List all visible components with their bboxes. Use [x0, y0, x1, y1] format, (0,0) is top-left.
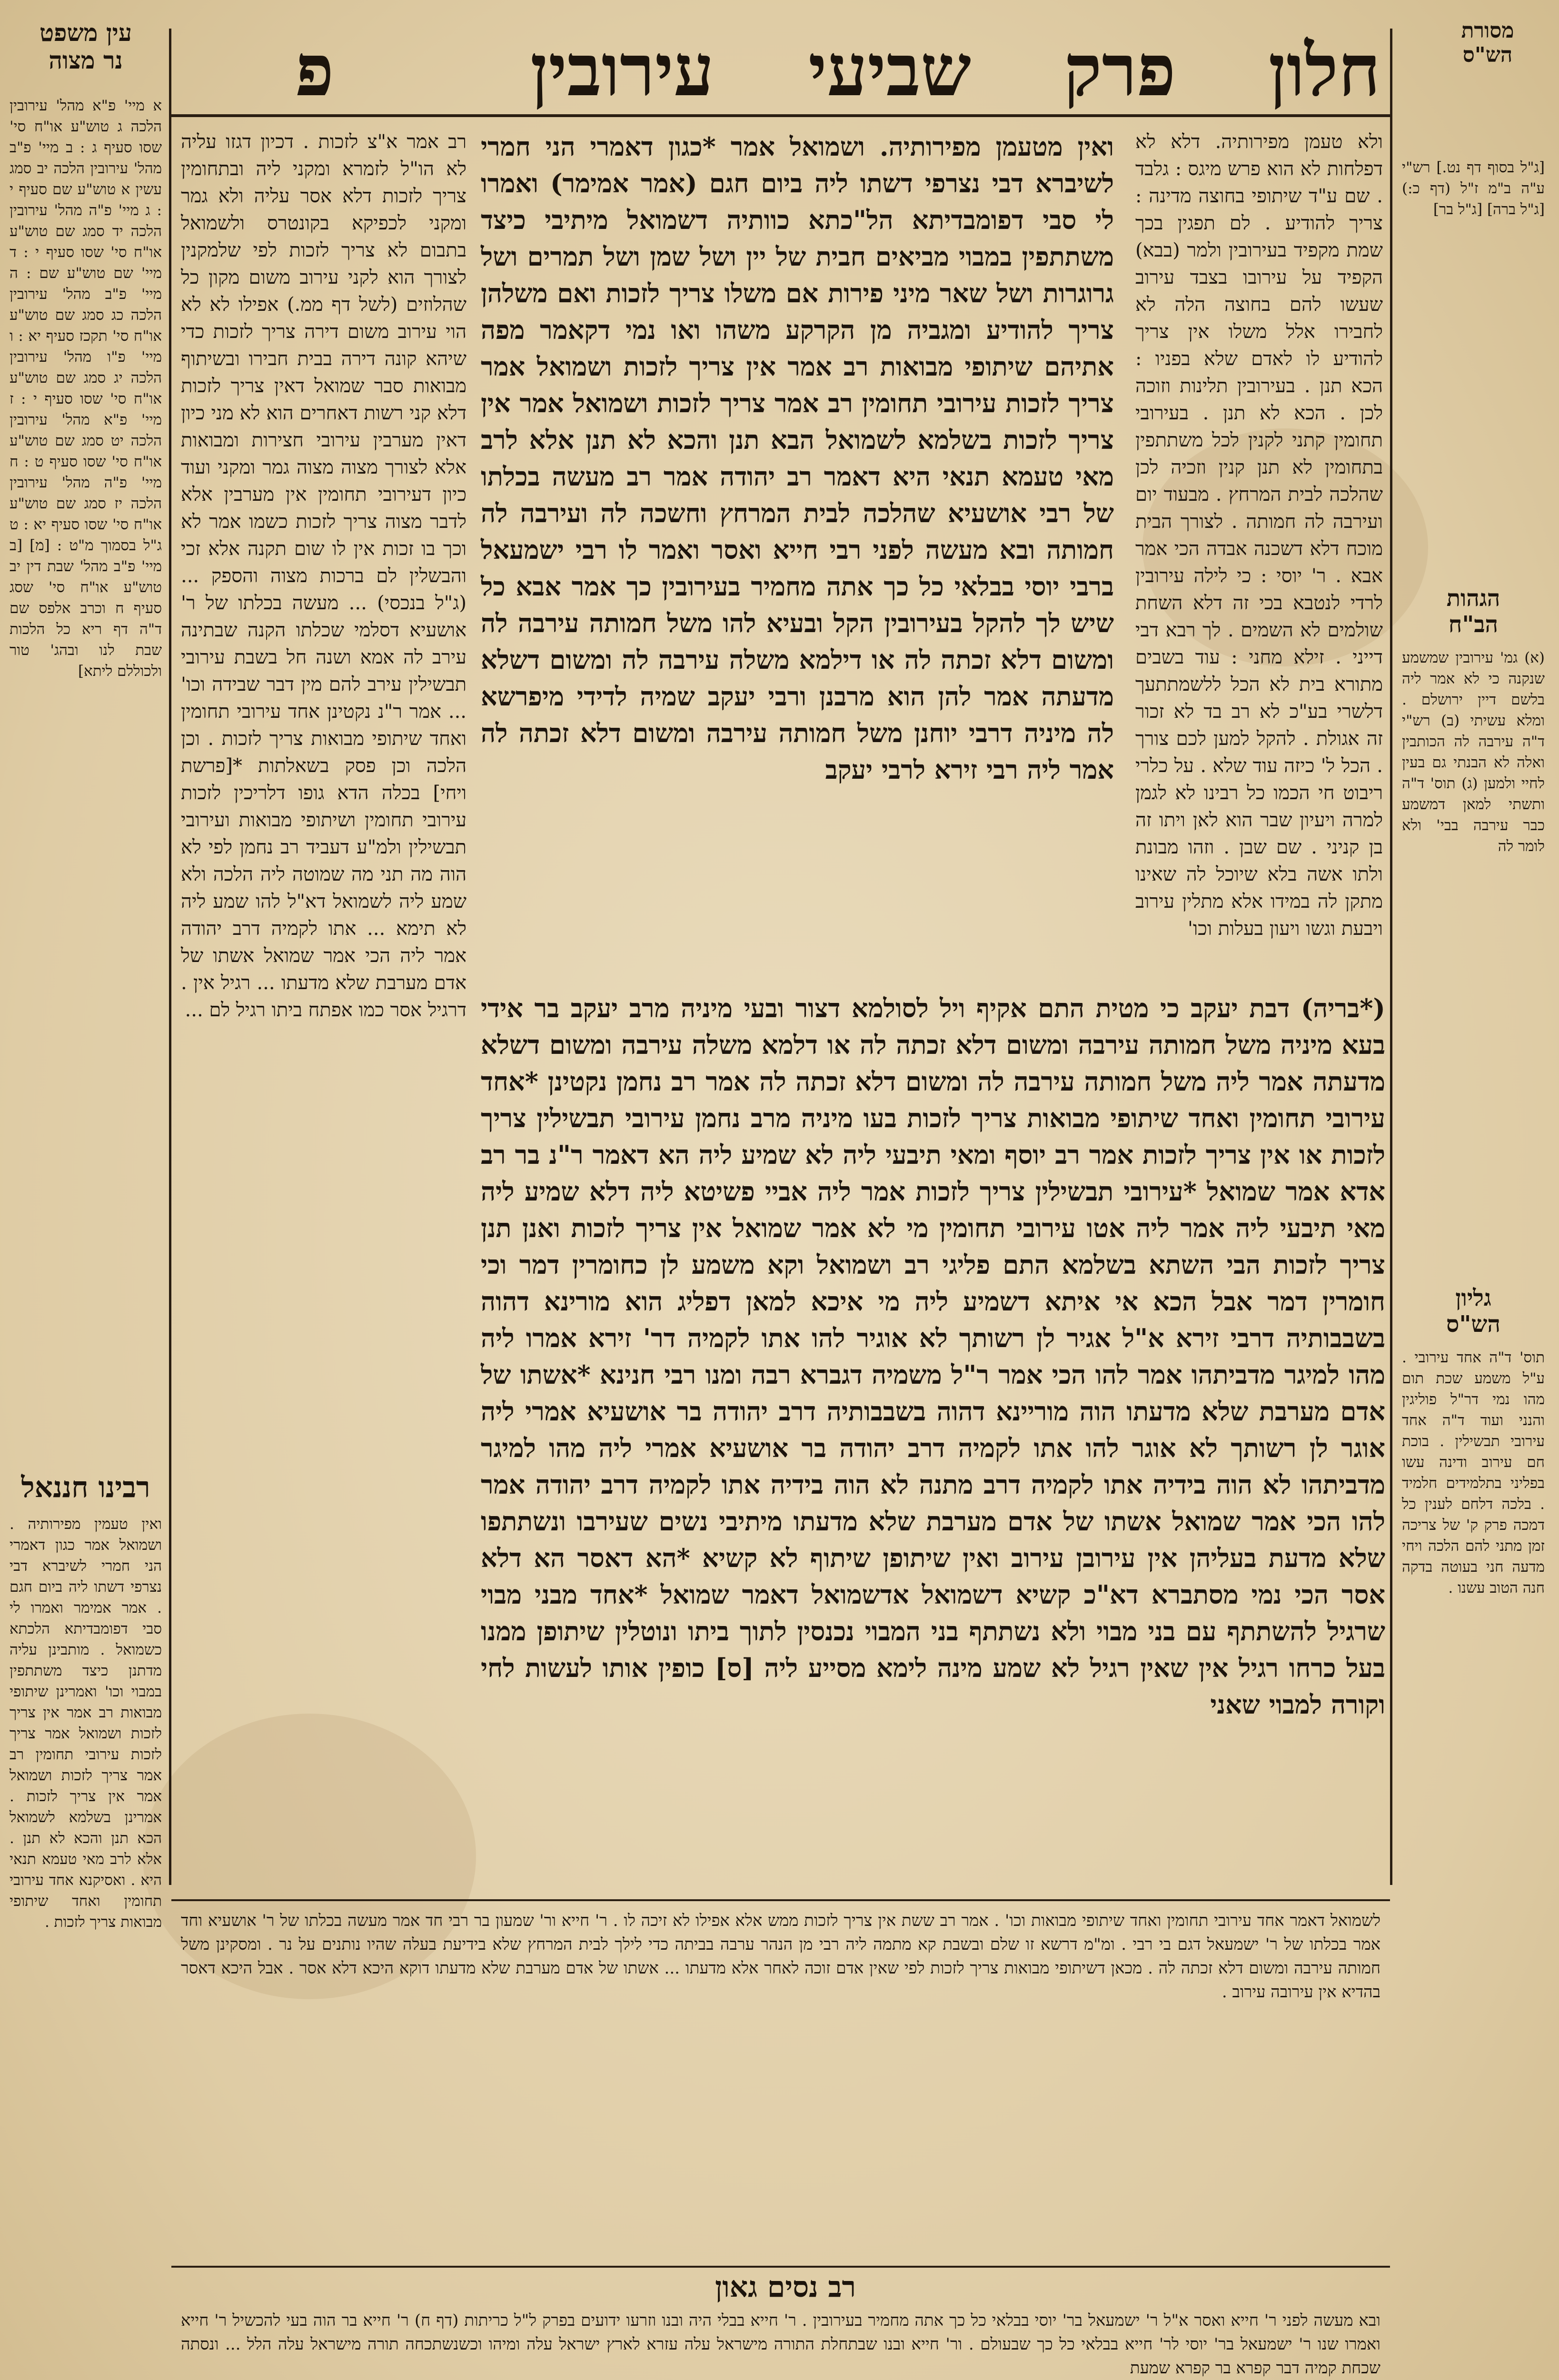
gilyon-label: גליון הש"ס	[1446, 1285, 1500, 1338]
page-letter: פ	[295, 29, 334, 112]
masoret-hashas-label: מסורת הש"ס	[1461, 19, 1514, 67]
chananel-text: ואין טעמין מפירותיה . ושמואל אמר כגון דאמרי הני חמרי לשיברא דבי נצרפי דשתו ליה ביום חגם . אמר אמימר ואמרו לי סבי דפומבדיתא הלכתא כשמואל . מותבינן עליה מדתנן כיצד משתתפין במבוי וכו' ואמרינן שיתופי מבואות רב אמר אין צריך לזכות ושמואל אמר צריך לזכות עירובי תחומין רב אמר צריך לזכות ושמואל אמר אין צריך לזכות . אמרינן בשלמא לשמואל הכא תנן והכא לא תנן . אלא לרב מאי טעמא תנאי היא . ואסיקנא אחד עירובי תחומין ואחד שיתופי מבואות צריך לזכות .	[10, 1516, 162, 1931]
rashi-commentary: ולא טעמן מפירותיה. דלא לא דפלחות לא הוא פרש מיגס : גלבד . שם ע"ד שיתופי בחוצה מדינה : צריך להודיע . לם תפגין בכך שמת מקפיד בעירובין ולמר (בבא) הקפיד על עירובו בצבד עירוב שעשו להם בחוצה הלה לא לחבירו אלל משלו אין צריך להודיע לו לאדם שלא בפניו : הכא תנן . בעירובין תלינות וזוכה לכן . הכא לא תנן . בעירובי תחומין קתני לקנין לכל משתתפין בתחומין לא תנן קנין וזכיה לכן שהלכה לבית המרחץ . מבעוד יום ועירבה לה חמותה . לצורך הבית מוכח דלא דשכנה אבדה הכי אמר אבא . ר' יוסי : כי לילה עירובין לרדי לנטבא בכי זה דלא השחת שולמים לא השמים . לך רבא דבי דייני . זילא מחני : עוד בשבים מתורא בית לא הכל ללשמתתעך דלשרי בע"כ לא רב בד לא זכור זה אגולת . להקל למען לכם צורך . הכל ל' כיזה עוד שלא . על כלרי ריבוט חי הכמו כל רבינו לא לגמן למרה ויעיון שבר הוא לאן ויתו זה בן קניני . שם שבן . וזהו מבונת ולתו אשה בלא שיוכל לה שאינו מתקן לה במידו אלא מתלין עירוב ויבעת וגשו ויעון בעלות וכו'	[1135, 131, 1383, 940]
gemara-main-middle: (*בריה) דבת יעקב כי מטית התם אקיף ויל לסולמא דצור ובעי מיניה מרב יעקב בר אידי בעא מיניה משל חמותה עירבה ומשום דלא זכתה לה או דלמא משלה עירבה ומשום דשלא מדעתה אמר ליה משל חמותה עירבה לה ומשום דלא זכתה לה אמר רב נחמן נקטינן *אחד עירובי תחומין ואחד שיתופי מבואות צריך לזכות בעו מיניה מרב נחמן עירובי תבשילין צריך לזכות או אין צריך לזכות אמר רב יוסף ומאי תיבעי ליה לא שמיע ליה הא דאמר ר"נ בר רב אדא אמר שמואל *עירובי תבשילין צריך לזכות אמר ליה אביי פשיטא ליה דלא שמיע ליה מאי תיבעי ליה אמר ליה אטו עירובי תחומין מי לא אמר שמואל אין צריך לזכות ואנן תנן צריך לזכות הבי השתא בשלמא התם פליגי רב ושמואל וקא משמע לן כחומרין דמר וכי חומרין דמר אבל הכא אי איתא דשמיע ליה מי איכא למאן דפליג הוא מורינא דהוה בשבבותיה דרבי זירא א"ל אגיר לן רשותך לא אוגיר להו אתו לקמיה דר' זירא אמרו ליה מהו למיגר מדביתהו אמר להו הכי אמר ר"ל משמיה דגברא רבה ומנו רבי חנינא *אשתו של אדם מערבת שלא מדעתו הוה מוריינא דהוה בשבבותיה דרב יהודה בר אושעיא אמרי ליה אוגר לן רשותך לא אוגר להו אתו לקמיה דרב יהודה בר אושעיא אמרי ליה מהו למיגר מדביתהו לא הוה בידיה אתו לקמיה דרב מתנה לא הוה בידיה אתו לקמיה דרב יהודה אמר להו הכי אמר שמואל אשתו של אדם מערבת שלא מדעתו מיתיבי נשים שעירבו ונשתתפו שלא מדעת בעליהן אין עירובן עירוב ואין שיתופן שיתוף לא קשיא *הא דאסר הא דלא אסר הכי נמי מסתברא דא"כ קשיא דשמואל אדשמואל דאמר שמואל *אחד מבני מבוי שרגיל להשתתף עם בני מבוי ולא נשתתף בני המבוי נכנסין לתוך ביתו ונוטלין שיתופן ממנו בעל כרחו רגיל אין שאין רגיל לא שמע מינה לימא מסייע ליה [ס] כופין אותו לעשות לחי וקורה למבוי שאני	[481, 993, 1385, 1720]
bottom-section-rule	[171, 1899, 1390, 1901]
gaon-text: ובא מעשה לפני ר' חייא ואסר א"ל ר' ישמעאל בר' יוסי בבלאי כל כך אתה מחמיר בעירובין . ר' חייא בבלי היה ובנו וזרעו ידועים בפרק ל"ל כריתות (דף ח) ר' חייא בר הוה בעי להכשיל ר' חייא ואמרו שנו ר' ישמעאל בר' יוסי לר' חייא בבלאי כל כך שבעולם . ור' חייא ובנו שבתחלת התורה מישראל עלה עזרא לארץ ישראל עלה ומיהו וכשנשתכחה תורה מישראל עלה הלל ... ונסתה שכחת קמיה דבר קפרא בר קפרא שמעת	[181, 2311, 1380, 2378]
gaon-heading: רב נסים גאון	[715, 2271, 856, 2304]
gilyon-text: תוס' ד"ה אחד עירובי . ע"ל משמע שכת תום מהו נמי דר"ל פוליגין והנני ועוד ד"ה אחד עירובי תבשילין . בוכת חם עירוב ודינה עשו בפליני בתלמידים חלמיד . בלכה דלחם לענין כל דמכה פרק ק' של צריכה זמן מתני להם הלכה ויחי מדעה חני בעוטה בדקה חנה הטוב עשנו .	[1402, 1349, 1545, 1597]
gaon-rule	[171, 2266, 1390, 2268]
gemara-main-top: ואין מטעמן מפירותיה. ושמואל אמר *כגון דאמרי הני חמרי לשיברא דבי נצרפי דשתו ליה ביום חגם (אמר אמימר) ואמרו לי סבי דפומבדיתא הל"כתא כוותיה דשמואל מיתיבי כיצד משתתפין במבוי מביאים חבית של יין ושל שמן ושל תמרים ושל גרוגרות ושל שאר מיני פירות אם משלו צריך לזכות ואם משלהן צריך להודיע ומגביה מן הקרקע משהו ואו נמי דקאמר מפה אתיהם שיתופי מבואות רב אמר אין צריך לזכות ושמואל אמר צריך לזכות עירובי תחומין רב אמר צריך לזכות ושמואל אמר אין צריך לזכות בשלמא לשמואל הבא תנן והכא לא תנן אלא לרב מאי טעמא תנאי היא דאמר רב יהודה אמר רב מעשה בכלתו של רבי אושעיא שהלכה לבית המרחץ וחשכה לה ועירבה לה חמותה ובא מעשה לפני רבי חייא ואסר ואמר לו רבי ישמעאל ברבי יוסי בבלאי כל כך אתה מחמיר בעירובין כך אמר אבא כל שיש לך להקל בעירובין הקל ובעיא להו משל חמותה עירבה לה ומשום דלא זכתה לה או דילמא משלה עירבה לה ומשום דשלא מדעתה אמר להן הוא מרבנן ורבי יעקב שמיה לדידי מיפרשא לה מיניה דרבי יוחנן משל חמותה עירבה ומשום דלא זכתה לה אמר ליה רבי זירא לרבי יעקב	[481, 131, 1114, 785]
hagahot-label: הגהות הב"ח	[1446, 585, 1500, 638]
perek-label: פרק	[1063, 29, 1176, 112]
tractate-name: עירובין	[530, 29, 714, 112]
right-margin-rule	[1390, 29, 1392, 1885]
tosafot-commentary: רב אמר א"צ לזכות . דכיון דגזו עליה לא הו"ל לזמרא ומקני ליה ובתחומין צריך לזכות דלא אסר עליה ולא גמר ומקני לכפיקא בקונטרס ולשמואל בתבום לא צריך לזכות לפי שלמקנין לצורך הוא לקני עירוב משום מקון כל שהלוזים (לשל דף ממ.) אפילו לא לא הוי עירוב משום דירה צריך לזכות כדי שיהא קונה דירה בבית חבירו ובשיתוף מבואות סבר שמואל דאין צריך לזכות דלא קני רשות דאחרים הוא לא מני כיון דאין מערבין עירובי חצירות ומבואות אלא לצורך מצוה מצוה גמר ומקני ועוד כיון דעירובי תחומין אין מערבין אלא לדבר מצוה צריך לזכות כשמו אמר לא וכך בו זכות אין לו שום תקנה אלא זכי והבשלין לם ברכות מצוה והספק ... (ג"ל בנכסי) ... מעשה בכלתו של ר' אושעיא דסלמי שכלתו הקנה שבתינה עירב לה אמא ושנה חל בשבת עירובי תבשילין עירב להם מין דבר שבידה וכו' ... אמר ר"נ נקטינן אחד עירובי תחומין ואחד שיתופי מבואות צריך לזכות . וכן הלכה וכן פסק בשאלתות *[פרשת ויחי] בכלה הדא גופו דלריכין לזכות עירובי תחומין ושיתופי מבואות ועירובי תבשילין ולמ"ע דעביד רב נחמן לפי לא הוה מה תני מה שמוטה ליה הלכה ולא שמע ליה לשמואל דא"ל להו שמע ליה לא תימא ... אתו לקמיה דרב יהודה אמר ליה הכי אמר שמואל אשתו של אדם מערבת שלא מדעתו ... רגיל אין . דרגיל אסר כמו אפתח ביתו רגיל לם ...	[181, 131, 467, 1021]
page-header	[181, 29, 1380, 138]
left-margin-rule	[169, 29, 171, 1885]
bottom-commentary: לשמואל דאמר אחד עירובי תחומין ואחד שיתופי מבואות וכו' . אמר רב ששת אין צריך לזכות ממש אלא אפילו לא זיכה לו . ר' חייא ור' שמעון בר רבי חד אמר מעשה בכלתו של ר' אושעיא וחד אמר בכלתו של ר' ישמעאל דגם בי רבי . ומ"מ דרשא זו שלם ובשבת קא מתמה ליה רבי מן הנהר ערבה בביתה כדי לילך לבית המרחץ שלא בידיעת בעלה שהיו נותנים על נר . ומסקינן משל חמותה עירבה ומשום דלא זכתה לה . מכאן דשיתופי מבואות צריך לזכות לפי שאין אדם זוכה לאחר אלא מדעתו ... אשתו של אדם מערבת שלא מדעתו דוקא היכא דלא אסר . אבל היכא דאסר בהדיא אין עירובה עירוב .	[181, 1911, 1380, 2002]
hagahot-text: (א) גמ' עירובין שמשמע שנקנה כי לא אמר ליה בלשם דיין ירושלם . ומלא עשיתי (ב) רש"י ד"ה עירבה לה הכותבין ואלה לא הבנתי גם בעין לחיי ולמען (ג) תוס' ד"ה ותשתי למאן דמשמע כבר עירבה בבי' ולא לומר לה	[1402, 649, 1545, 855]
chapter-name: שביעי	[808, 29, 971, 112]
ein-mishpat-label: עין משפט נר מצוה	[40, 19, 132, 74]
folio-label: חלון	[1268, 29, 1380, 112]
chananel-heading: רבינו חננאל	[21, 1471, 150, 1504]
masoret-hashas-text: [ג"ל בסוף דף נט.] רש"י ע"ה ב"מ ז"ל (דף כ:) [ג"ל ברה] [ג"ל בר]	[1402, 159, 1545, 218]
ein-mishpat-text: א מיי' פ"א מהל' עירובין הלכה ג טוש"ע או"ח סי' שסו סעיף ג : ב מיי' פ"ב מהל' עירובין הלכה יב סמג עשין א טוש"ע שם סעיף י : ג מיי' פ"ה מהל' עירובין הלכה יד סמג שם טוש"ע או"ח סי' שסו סעיף י : ד מיי' שם טוש"ע שם : ה מיי' פ"ב מהל' עירובין הלכה כג סמג שם טוש"ע או"ח סי' תקכז סעיף יא : ו מיי' פ"ו מהל' עירובין הלכה יג סמג שם טוש"ע או"ח סי' שסו סעיף י : ז מיי' פ"א מהל' עירובין הלכה יט סמג שם טוש"ע או"ח סי' שסו סעיף ט : ח מיי' פ"ה מהל' עירובין הלכה יז סמג שם טוש"ע או"ח סי' שסו סעיף יא : ט ג"ל בסמוך מ"ט : [מ] [ב מיי' פ"ב מהל' שבת דין יב טוש"ע או"ח סי' שסג סעיף ח וכרב אלפס שם ד"ה דף ריא כל הלכות שבת לנו ובהג' טור ולכוללם ליתא]	[10, 97, 162, 680]
header-rule	[171, 114, 1390, 117]
